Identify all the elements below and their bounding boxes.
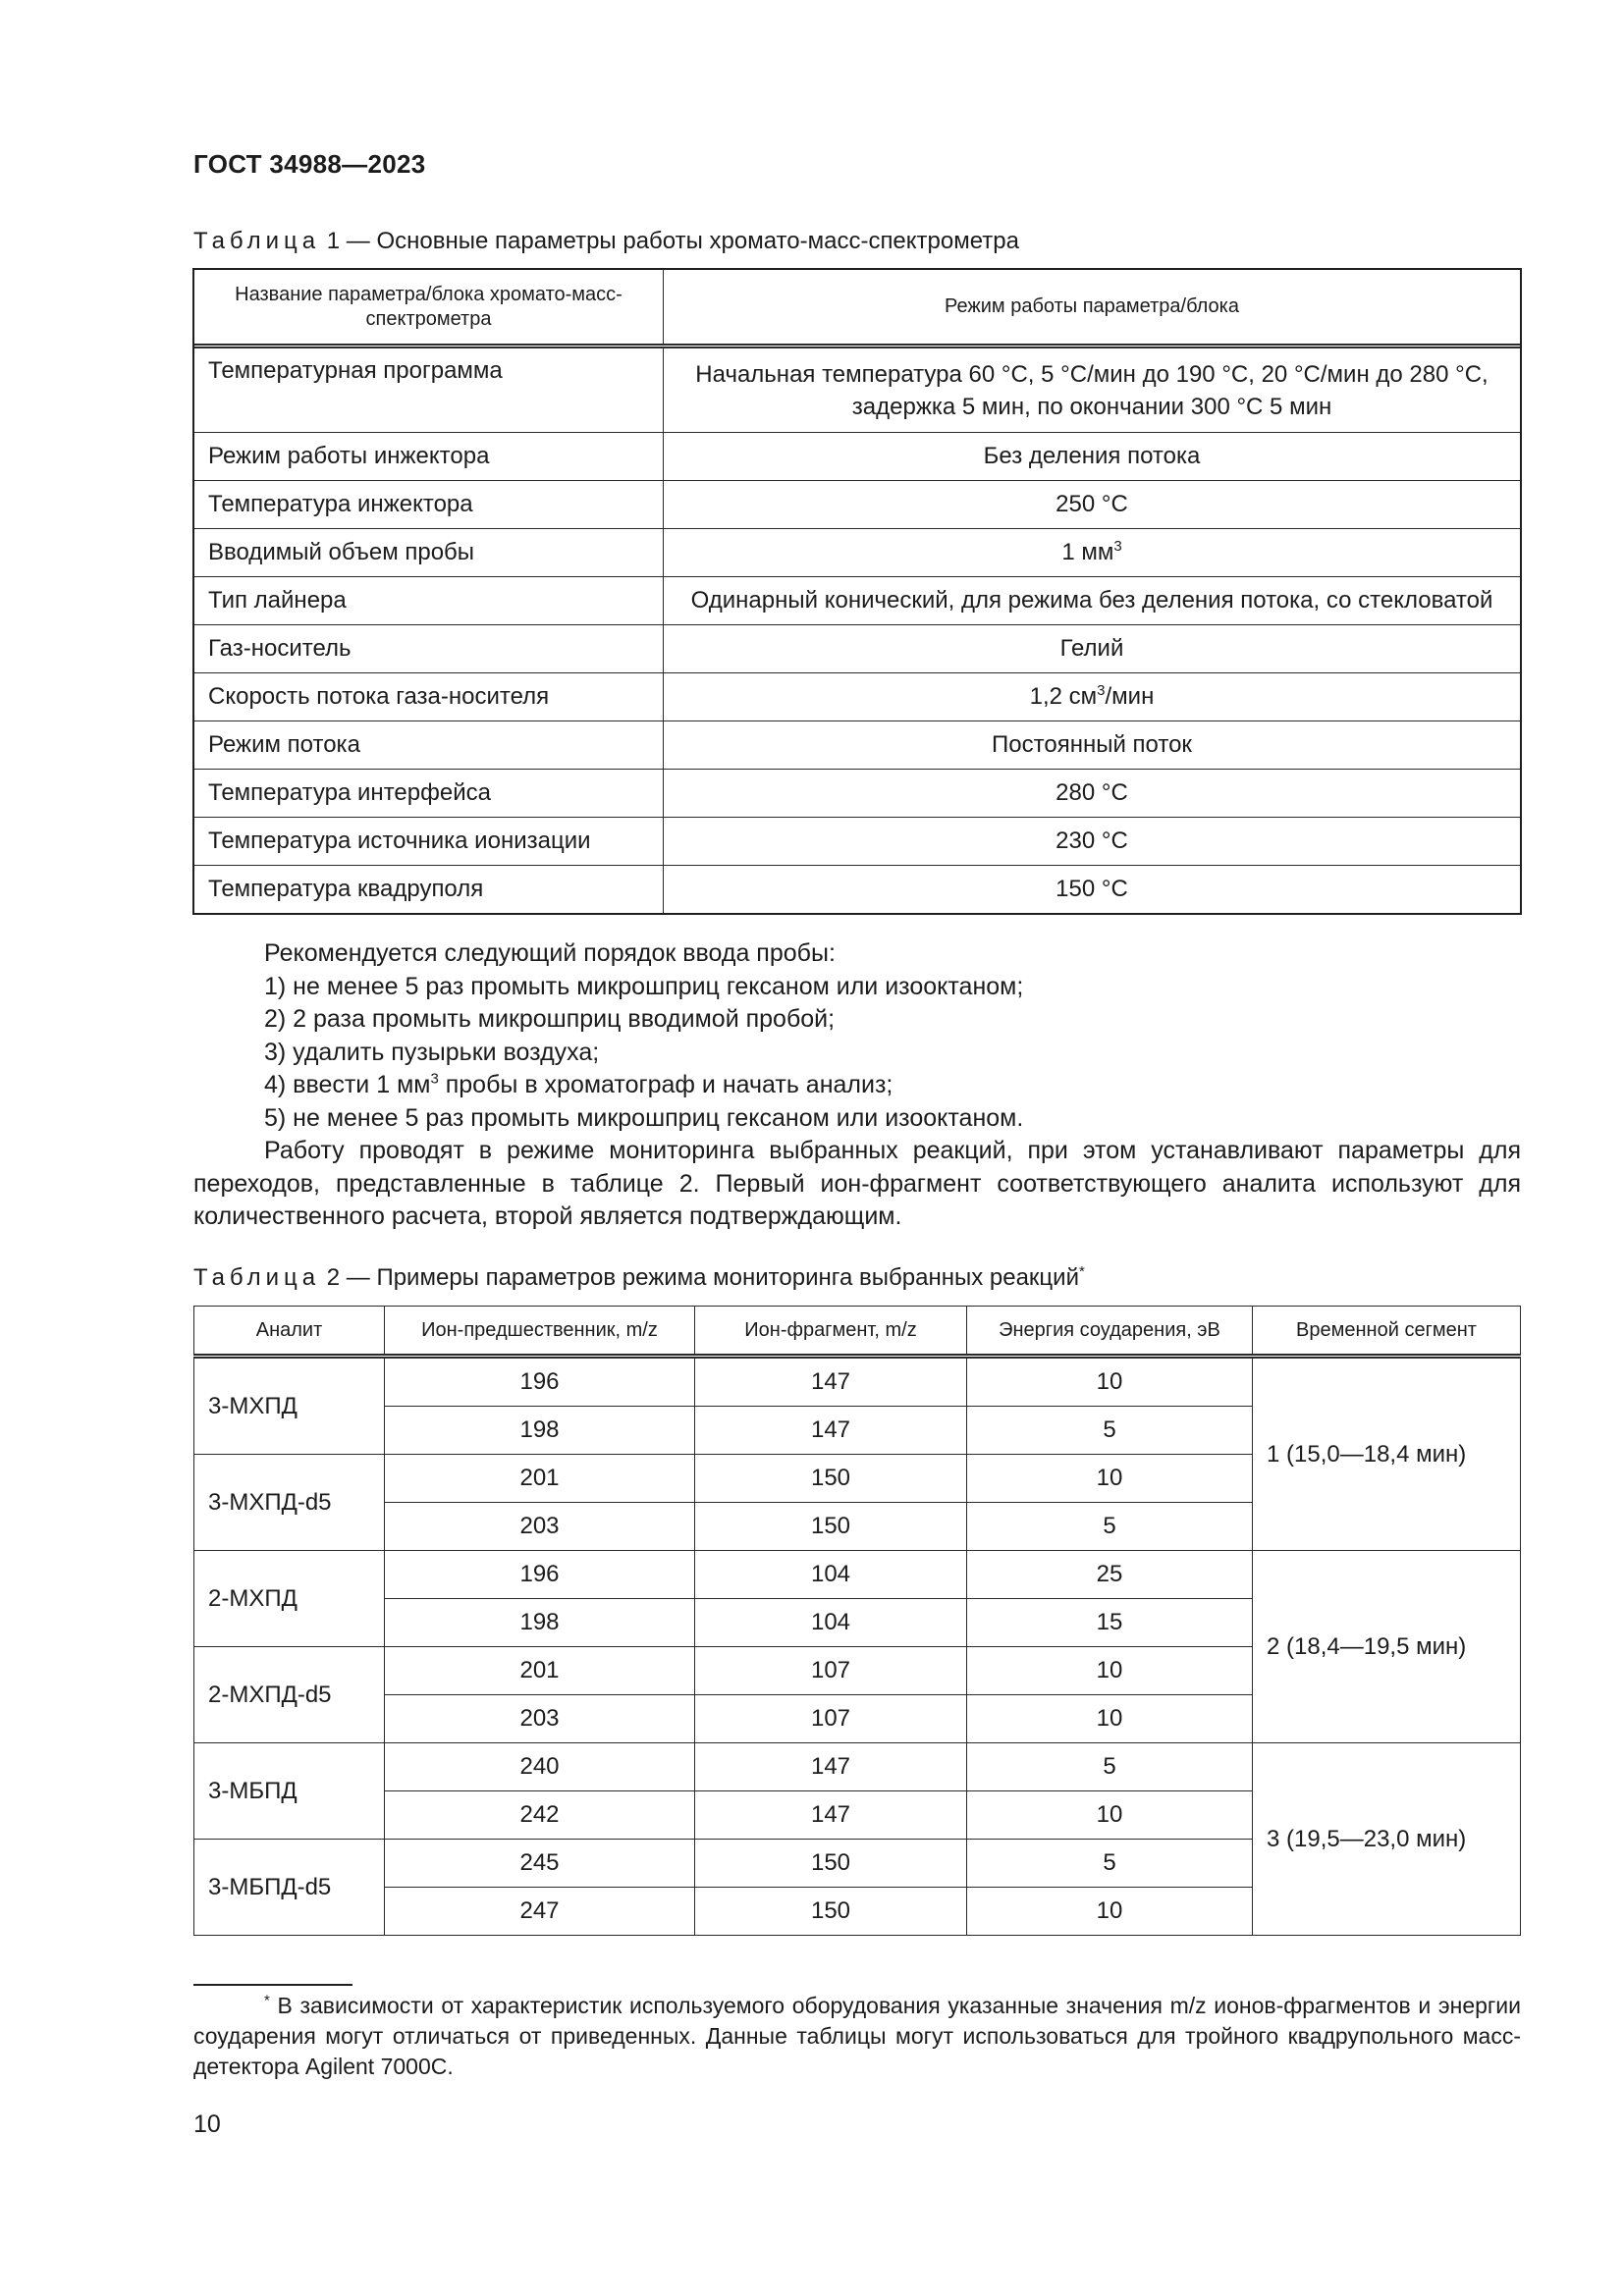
procedure-section (193, 937, 1521, 1234)
step4-superscript: 3 (430, 1070, 439, 1088)
param-name: Температура квадруполя (194, 866, 664, 914)
procedure-step-3: 3) удалить пузырьки воздуха; (264, 1038, 600, 1066)
param-name: Газ-носитель (194, 625, 664, 673)
table-row (194, 529, 1521, 577)
procedure-step-2: 2) 2 раза промыть микрошприц вводимой пробой; (264, 1005, 836, 1033)
param-name: Температура источника ионизации (194, 818, 664, 866)
table-row (194, 770, 1521, 818)
procedure-step-1: 1) не менее 5 раз промыть микрошприц гексаном или изооктаном; (264, 972, 1024, 1000)
analyte-name: 2-МХПД-d5 (194, 1647, 385, 1743)
analyte-name: 2-МХПД (194, 1551, 385, 1647)
table-row (194, 1743, 1521, 1791)
energy-value: 5 (967, 1503, 1253, 1551)
value-superscript: 3 (1097, 682, 1106, 699)
fragment-value: 107 (695, 1647, 967, 1695)
footnote-divider (193, 1984, 352, 1986)
document-header: ГОСТ 34988—2023 (193, 149, 426, 179)
param-value: Одинарный конический, для режима без деления потока, со стекловатой (664, 577, 1521, 625)
table1-header-param: Название параметра/блока хромато-масс-спектрометра (194, 270, 664, 347)
step4-text: 4) ввести 1 мм (264, 1071, 431, 1098)
precursor-value: 198 (385, 1407, 695, 1455)
energy-value: 5 (967, 1743, 1253, 1791)
precursor-value: 196 (385, 1551, 695, 1599)
fragment-value: 147 (695, 1743, 967, 1791)
fragment-value: 147 (695, 1357, 967, 1407)
table2-header-energy: Энергия соударения, эВ (967, 1307, 1253, 1357)
precursor-value: 201 (385, 1455, 695, 1503)
precursor-value: 203 (385, 1695, 695, 1743)
table2-caption-label: Таблица (193, 1264, 321, 1291)
table2-header-row (194, 1307, 1521, 1357)
fragment-value: 150 (695, 1840, 967, 1888)
fragment-value: 150 (695, 1455, 967, 1503)
table2-caption-text: 2 — Примеры параметров режима мониторинга выбранных реакций (320, 1264, 1079, 1291)
param-name: Режим потока (194, 721, 664, 770)
table-row (194, 866, 1521, 914)
energy-value: 15 (967, 1599, 1253, 1647)
param-value: Постоянный поток (664, 721, 1521, 770)
table2-header-fragment: Ион-фрагмент, m/z (695, 1307, 967, 1357)
value-suffix: /мин (1105, 683, 1155, 710)
table2-header-analyte: Аналит (194, 1307, 385, 1357)
param-value: 280 °C (664, 770, 1521, 818)
table1-caption-label: Таблица (193, 228, 321, 254)
table1-header-row (194, 270, 1521, 347)
fragment-value: 150 (695, 1888, 967, 1936)
energy-value: 5 (967, 1407, 1253, 1455)
table-row (194, 347, 1521, 433)
energy-value: 5 (967, 1840, 1253, 1888)
energy-value: 25 (967, 1551, 1253, 1599)
procedure-intro: Рекомендуется следующий порядок ввода пробы: (264, 939, 836, 967)
analyte-name: 3-МХПД-d5 (194, 1455, 385, 1551)
table2-header-segment: Временной сегмент (1253, 1307, 1521, 1357)
time-segment: 1 (15,0—18,4 мин) (1253, 1357, 1521, 1551)
param-value: Без деления потока (664, 433, 1521, 481)
precursor-value: 198 (385, 1599, 695, 1647)
precursor-value: 242 (385, 1791, 695, 1840)
param-name: Вводимый объем пробы (194, 529, 664, 577)
table2-caption-footnote-mark: * (1078, 1263, 1085, 1280)
energy-value: 10 (967, 1888, 1253, 1936)
analyte-name: 3-МБПД-d5 (194, 1840, 385, 1936)
table1 (193, 269, 1521, 914)
value-text: 1 мм (1061, 539, 1114, 565)
table-row (194, 1357, 1521, 1407)
table2-caption (193, 1264, 1085, 1292)
table-row (194, 673, 1521, 721)
precursor-value: 201 (385, 1647, 695, 1695)
table2 (193, 1306, 1521, 1936)
page-number: 10 (193, 2110, 221, 2138)
param-value (664, 673, 1521, 721)
fragment-value: 107 (695, 1695, 967, 1743)
energy-value: 10 (967, 1791, 1253, 1840)
energy-value: 10 (967, 1695, 1253, 1743)
table1-caption (193, 228, 1019, 255)
time-segment: 2 (18,4—19,5 мин) (1253, 1551, 1521, 1743)
param-value: Гелий (664, 625, 1521, 673)
fragment-value: 104 (695, 1551, 967, 1599)
table2-header-precursor: Ион-предшественник, m/z (385, 1307, 695, 1357)
table-row (194, 481, 1521, 529)
fragment-value: 147 (695, 1407, 967, 1455)
table1-caption-text: 1 — Основные параметры работы хромато-масс-спектрометра (320, 228, 1019, 254)
footnote-mark: * (264, 1992, 270, 2009)
param-name: Тип лайнера (194, 577, 664, 625)
param-name: Температура интерфейса (194, 770, 664, 818)
energy-value: 10 (967, 1647, 1253, 1695)
fragment-value: 104 (695, 1599, 967, 1647)
table-row (194, 433, 1521, 481)
footnote (193, 1991, 1521, 2082)
param-name: Температура инжектора (194, 481, 664, 529)
time-segment: 3 (19,5—23,0 мин) (1253, 1743, 1521, 1936)
value-text: 1,2 см (1029, 683, 1098, 710)
param-value: 230 °C (664, 818, 1521, 866)
table-row (194, 625, 1521, 673)
procedure-step-5: 5) не менее 5 раз промыть микрошприц гексаном или изооктаном. (264, 1103, 1024, 1132)
procedure-step-4 (193, 1069, 1521, 1102)
value-superscript: 3 (1113, 538, 1122, 555)
precursor-value: 196 (385, 1357, 695, 1407)
param-name: Температурная программа (194, 347, 664, 433)
precursor-value: 203 (385, 1503, 695, 1551)
table-row (194, 1551, 1521, 1599)
energy-value: 10 (967, 1357, 1253, 1407)
param-name: Режим работы инжектора (194, 433, 664, 481)
analyte-name: 3-МХПД (194, 1357, 385, 1455)
fragment-value: 147 (695, 1791, 967, 1840)
step4-text-end: пробы в хроматограф и начать анализ; (438, 1071, 893, 1098)
table-row (194, 577, 1521, 625)
param-name: Скорость потока газа-носителя (194, 673, 664, 721)
procedure-paragraph: Работу проводят в режиме мониторинга выбранных реакций, при этом устанавливают параметры для переходов, представленные в таблице 2. Первый ион-фрагмент соответствующего аналита используют для количественного расчета, второй является подтверждающим. (193, 1137, 1521, 1230)
table-row (194, 721, 1521, 770)
precursor-value: 247 (385, 1888, 695, 1936)
param-value: Начальная температура 60 °C, 5 °C/мин до 190 °C, 20 °C/мин до 280 °C, задержка 5 мин, по окончании 300 °C 5 мин (664, 347, 1521, 433)
table1-header-mode: Режим работы параметра/блока (664, 270, 1521, 347)
analyte-name: 3-МБПД (194, 1743, 385, 1840)
param-value (664, 529, 1521, 577)
param-value: 150 °C (664, 866, 1521, 914)
fragment-value: 150 (695, 1503, 967, 1551)
precursor-value: 240 (385, 1743, 695, 1791)
param-value: 250 °C (664, 481, 1521, 529)
energy-value: 10 (967, 1455, 1253, 1503)
precursor-value: 245 (385, 1840, 695, 1888)
table-row (194, 818, 1521, 866)
footnote-text: В зависимости от характеристик используемого оборудования указанные значения m/z ионов-фрагментов и энергии соударения могут отличаться от приведенных. Данные таблицы могут использоваться для тройного квадрупольного масс-детектора Agilent 7000С. (193, 1993, 1521, 2079)
